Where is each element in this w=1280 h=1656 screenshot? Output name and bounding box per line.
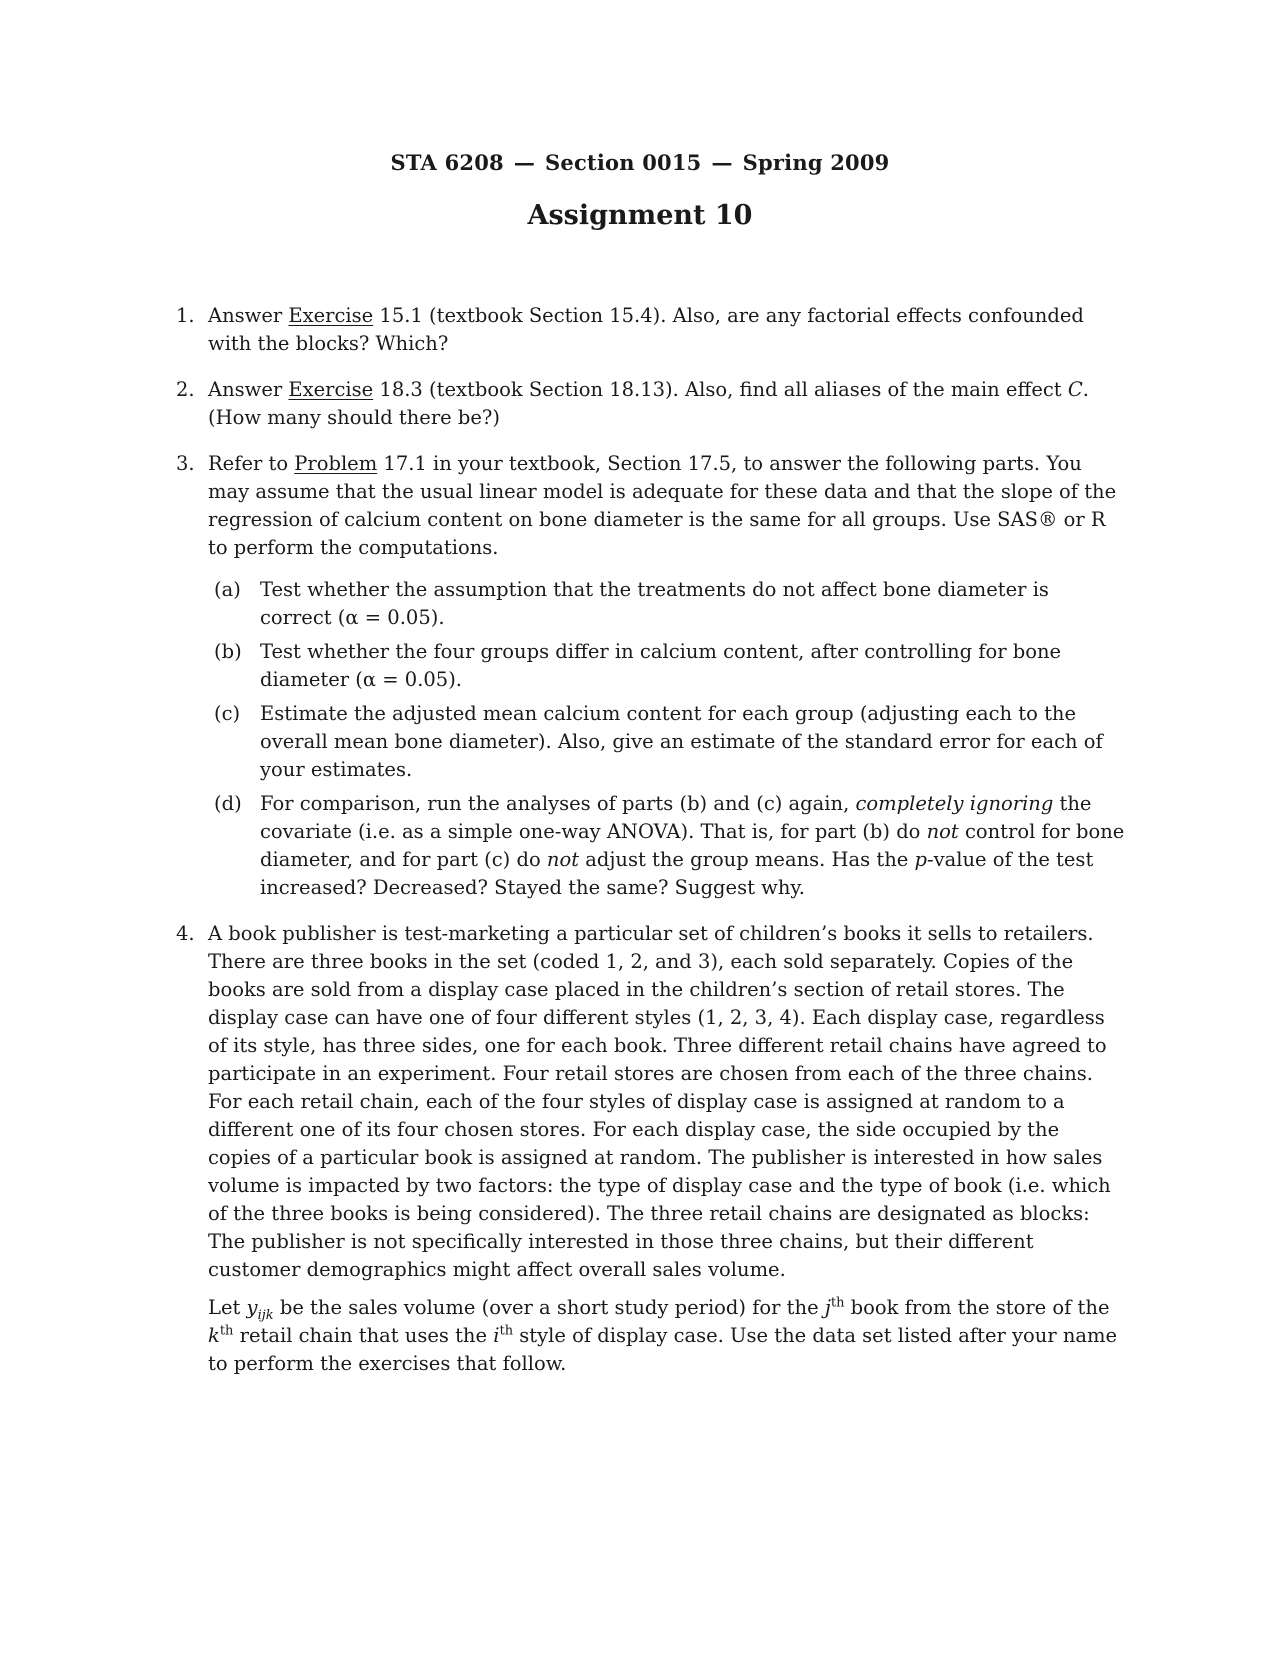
math-superscript: th [830,1295,845,1311]
problem-number: 2. [176,378,195,401]
subpart-text: control for bone diameter, and for part (c) do [260,820,1125,871]
problem-link[interactable]: Problem [294,452,378,475]
subpart-list [208,576,1126,902]
course-section: Section 0015 [545,150,702,175]
course-code: STA 6208 [390,150,504,175]
problem-2 [176,376,1126,432]
course-header [0,150,1280,175]
emphasis: not [546,848,580,871]
subpart-c [208,700,1126,784]
subpart-text: Test whether the four groups differ in calcium content, after controlling for bone diameter (α = 0.05). [260,640,1062,691]
problem-text: 15.1 (textbook Section 15.4). Also, are any factorial effects confounded with the blocks? Which? [208,304,1084,355]
page-title: Assignment 10 [527,200,753,231]
problem-number: 1. [176,304,195,327]
problem-3 [176,450,1126,902]
problem-4 [176,920,1126,1378]
subpart-label: (b) [214,640,242,663]
problem-number: 4. [176,922,195,945]
header-dash: — [711,150,733,175]
problem-paragraph [208,1294,1126,1378]
math-variable: p [914,848,927,871]
emphasis: completely ignoring [855,792,1054,815]
subpart-text: Estimate the adjusted mean calcium content for each group (adjusting each to the overall mean bone diameter). Also, give an estimate of the standard error for each of your estimates. [260,702,1103,781]
subpart-label: (a) [214,578,241,601]
subpart-text: -value of the test increased? Decreased? Stayed the same? Suggest why. [260,848,1094,899]
math-variable: i [493,1324,500,1347]
subpart-text: For comparison, run the analyses of parts (b) and (c) again, [260,792,856,815]
subpart-label: (c) [214,702,241,725]
math-variable: C [1067,378,1083,401]
paragraph-text: book from the store of the [844,1296,1110,1319]
problem-text: 17.1 in your textbook, Section 17.5, to answer the following parts. You may assume that the usual linear model is adequate for these data and that the slope of the regression of calcium content on bone diameter is the same for all groups. Use SAS® or R to perform the computations. [208,452,1117,559]
subpart-d [208,790,1126,902]
exercise-link[interactable]: Exercise [288,304,374,327]
subpart-b [208,638,1126,694]
subpart-label: (d) [214,792,242,815]
subpart-text: Test whether the assumption that the treatments do not affect bone diameter is correct (α = 0.05). [260,578,1049,629]
paragraph-text: be the sales volume (over a short study period) for the [273,1296,825,1319]
problem-text: . (How many should there be?) [208,378,1089,429]
subpart-a [208,576,1126,632]
problem-number: 3. [176,452,195,475]
exercise-link[interactable]: Exercise [288,378,374,401]
problem-text: Answer [208,378,289,401]
problem-text: A book publisher is test-marketing a particular set of children’s books it sells to retailers. There are three books in the set (coded 1, 2, and 3), each sold separately. Copies of the books are sold from a display case placed in the children’s section of retail stores. The display case can have one of four different styles (1, 2, 3, 4). Each display case, regardless of its style, has three sides, one for each book. Three different retail chains have agreed to participate in an experiment. Four retail stores are chosen from each of the three chains. For each retail chain, each of the four styles of display case is assigned at random to a different one of its four chosen stores. For each display case, the side occupied by the copies of a particular book is assigned at random. The publisher is interested in how sales volume is impacted by two factors: the type of display case and the type of book (i.e. which of the three books is being considered). The three retail chains are designated as blocks: The publisher is not specifically interested in those three chains, but their different customer demographics might affect overall sales volume. [208,922,1111,1281]
problem-text: Answer [208,304,289,327]
paragraph-text: Let [208,1296,247,1319]
math-subscript: ijk [257,1307,274,1323]
math-variable: j [824,1296,831,1319]
math-variable: y [246,1296,258,1319]
header-dash: — [513,150,536,175]
math-superscript: th [499,1323,514,1339]
paragraph-text: retail chain that uses the [233,1324,494,1347]
subpart-text: the covariate (i.e. as a simple one-way ANOVA). That is, for part (b) do [260,792,1092,843]
problem-list [176,302,1126,1396]
problem-1 [176,302,1126,358]
paragraph-text: style of display case. Use the data set listed after your name to perform the exercises that follow. [208,1324,1118,1375]
math-superscript: th [219,1323,234,1339]
problem-text: Refer to [208,452,295,475]
course-term: Spring 2009 [742,150,890,175]
subpart-text: adjust the group means. Has the [579,848,915,871]
problem-text: 18.3 (textbook Section 18.13). Also, find all aliases of the main effect [373,378,1068,401]
math-variable: k [208,1324,220,1347]
emphasis: not [926,820,959,843]
